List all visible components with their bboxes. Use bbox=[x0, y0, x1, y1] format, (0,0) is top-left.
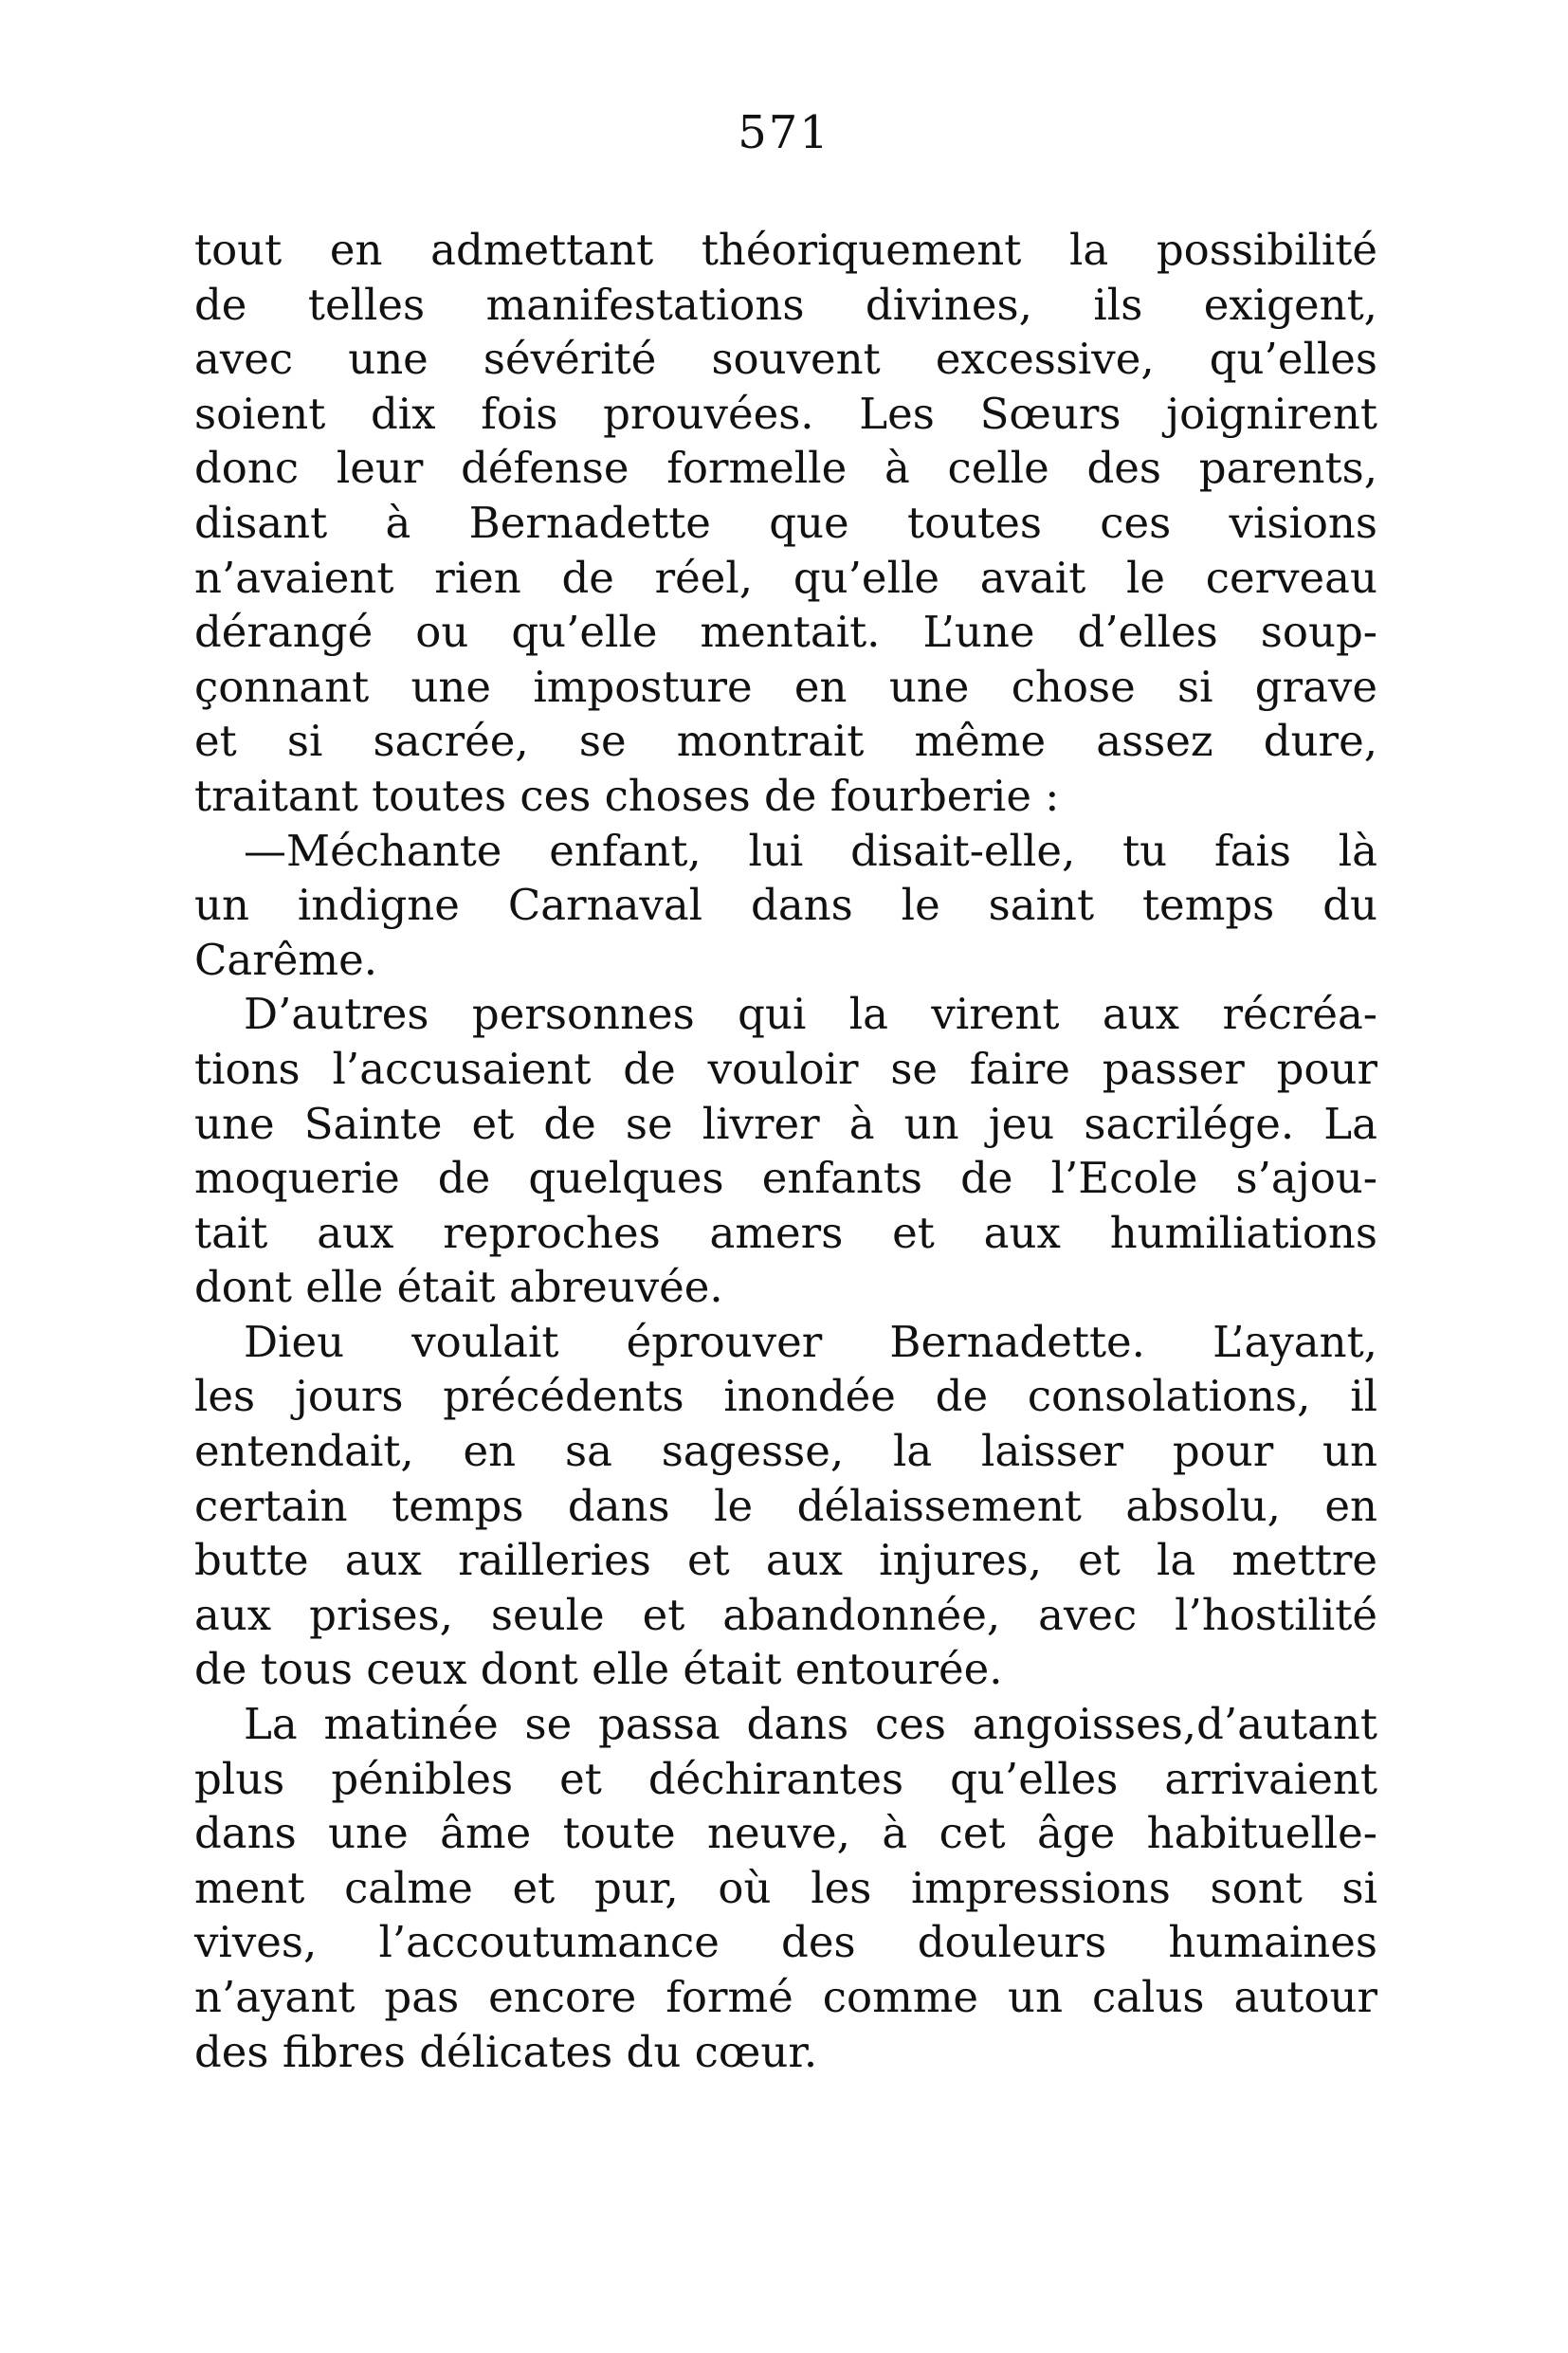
text-line: les jours précédents inondée de consolations, il bbox=[194, 1371, 1377, 1422]
text-line: dans une âme toute neuve, à cet âge habituelle- bbox=[194, 1808, 1377, 1859]
text-line: n’avaient rien de réel, qu’elle avait le cerveau bbox=[194, 552, 1377, 603]
text-line: Dieu voulait éprouver Bernadette. L’ayant, bbox=[244, 1316, 1377, 1367]
text-line: certain temps dans le délaissement absolu, en bbox=[194, 1480, 1377, 1531]
text-line: un indigne Carnaval dans le saint temps du bbox=[194, 880, 1377, 931]
text-line: D’autres personnes qui la virent aux récréa- bbox=[244, 989, 1377, 1040]
text-line: —Méchante enfant, lui disait-elle, tu fais là bbox=[244, 825, 1377, 876]
text-line: moquerie de quelques enfants de l’Ecole s’ajou- bbox=[194, 1153, 1377, 1204]
text-line: dérangé ou qu’elle mentait. L’une d’elles soup- bbox=[194, 607, 1377, 658]
text-line: tout en admettant théoriquement la possibilité bbox=[194, 225, 1377, 275]
text-line: avec une sévérité souvent excessive, qu’elles bbox=[194, 334, 1377, 385]
text-line: dont elle était abreuvée. bbox=[194, 1262, 723, 1313]
text-line: des fibres délicates du cœur. bbox=[194, 2026, 818, 2077]
text-line: çonnant une imposture en une chose si grave bbox=[194, 661, 1377, 712]
text-line: de telles manifestations divines, ils exigent, bbox=[194, 279, 1377, 330]
page-number: 571 bbox=[738, 106, 830, 159]
text-line: donc leur défense formelle à celle des parents, bbox=[194, 443, 1377, 494]
text-line: plus pénibles et déchirantes qu’elles arrivaient bbox=[194, 1753, 1377, 1804]
text-line: Carême. bbox=[194, 934, 378, 985]
text-line: tions l’accusaient de vouloir se faire passer pour bbox=[194, 1043, 1377, 1094]
text-line: butte aux railleries et aux injures, et la mettre bbox=[194, 1535, 1377, 1586]
text-line: et si sacrée, se montrait même assez dure, bbox=[194, 716, 1377, 767]
text-line: disant à Bernadette que toutes ces visions bbox=[194, 497, 1377, 548]
text-line: n’ayant pas encore formé comme un calus autour bbox=[194, 1972, 1377, 2022]
body-text bbox=[194, 223, 1377, 2079]
text-line: une Sainte et de se livrer à un jeu sacrilége. La bbox=[194, 1098, 1377, 1149]
text-line: tait aux reproches amers et aux humiliations bbox=[194, 1207, 1377, 1258]
text-line: ment calme et pur, où les impressions sont si bbox=[194, 1862, 1377, 1913]
text-line: soient dix fois prouvées. Les Sœurs joignirent bbox=[194, 388, 1377, 439]
text-line: vives, l’accoutumance des douleurs humaines bbox=[194, 1917, 1377, 1968]
text-line: La matinée se passa dans ces angoisses,d’autant bbox=[244, 1699, 1377, 1750]
text-line: traitant toutes ces choses de fourberie : bbox=[194, 770, 1060, 821]
text-line: entendait, en sa sagesse, la laisser pour un bbox=[194, 1426, 1377, 1477]
text-line: aux prises, seule et abandonnée, avec l’hostilité bbox=[194, 1589, 1377, 1640]
text-line: de tous ceux dont elle était entourée. bbox=[194, 1644, 1003, 1695]
